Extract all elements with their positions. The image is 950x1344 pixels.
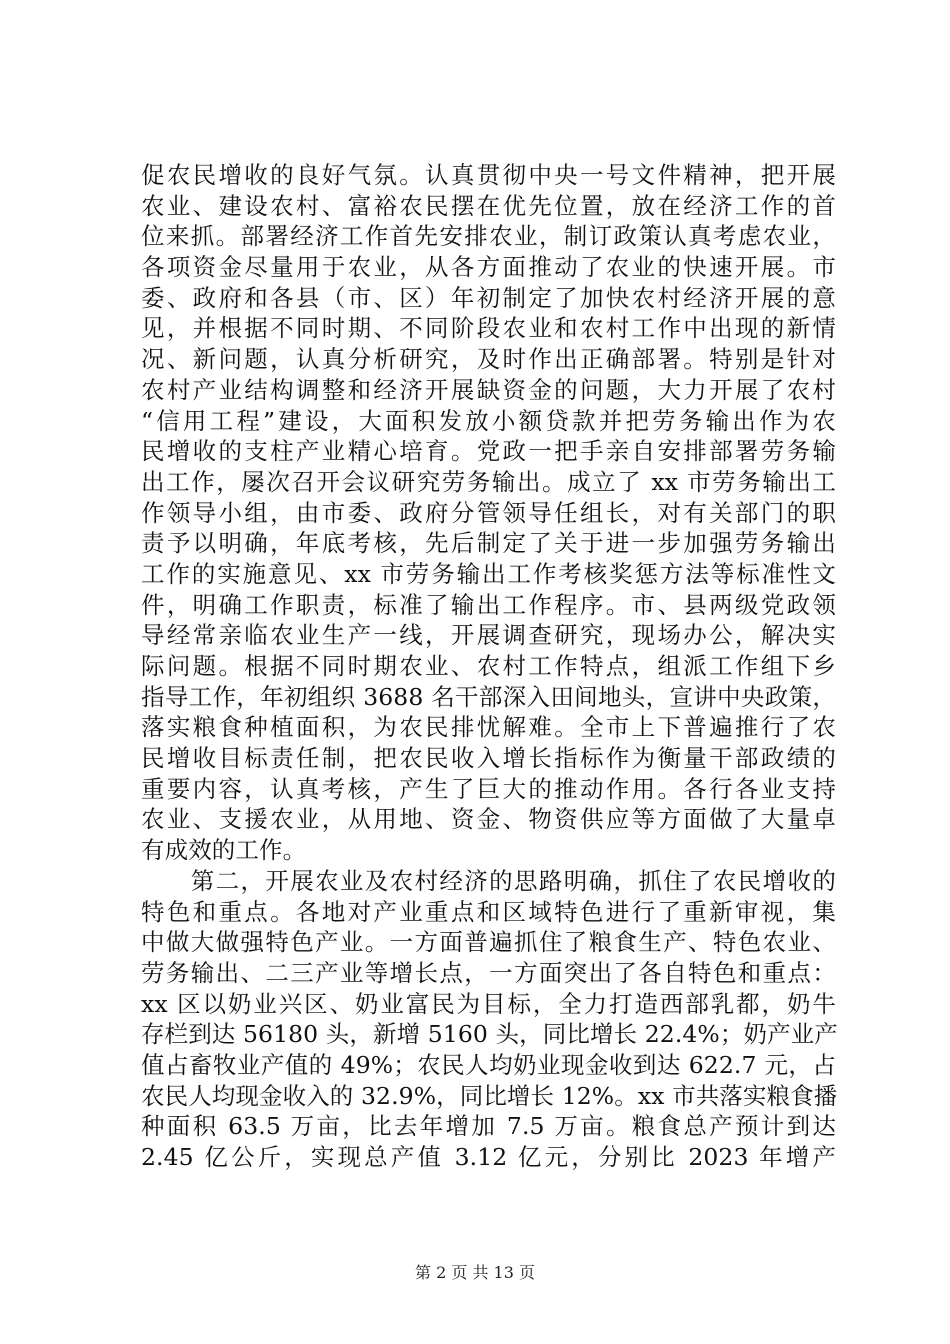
- text-line: 民增收目标责任制，把农民收入增长指标作为衡量干部政绩的: [141, 744, 836, 773]
- text-line: 农业、建设农村、富裕农民摆在优先位置，放在经济工作的首: [141, 191, 836, 220]
- text-line: 际问题。根据不同时期农业、农村工作特点，组派工作组下乡: [141, 652, 836, 680]
- text-line: 种面积 63.5 万亩，比去年增加 7.5 万亩。粮食总产预计到达: [141, 1112, 836, 1141]
- text-line: 促农民增收的良好气氛。认真贯彻中央一号文件精神，把开展: [141, 161, 836, 189]
- text-line: 指导工作，年初组织 3688 名干部深入田间地头，宣讲中央政策，: [141, 682, 836, 711]
- text-line: 出工作，屡次召开会议研究劳务输出。成立了 xx 市劳务输出工: [141, 467, 836, 496]
- text-line: 责予以明确，年底考核，先后制定了关于进一步加强劳务输出: [141, 529, 836, 558]
- text-line: 农民人均现金收入的 32.9%，同比增长 12%。xx 市共落实粮食播: [141, 1081, 838, 1110]
- text-line: “信用工程”建设，大面积发放小额贷款并把劳务输出作为农: [141, 406, 836, 435]
- text-line: 有成效的工作。: [141, 836, 307, 865]
- text-line: 各项资金尽量用于农业，从各方面推动了农业的快速开展。市: [141, 253, 836, 282]
- text-line: 作领导小组，由市委、政府分管领导任组长，对有关部门的职: [141, 498, 836, 527]
- text-line: 值占畜牧业产值的 49%；农民人均奶业现金收到达 622.7 元，占: [141, 1050, 836, 1079]
- text-line: 2.45 亿公斤，实现总产值 3.12 亿元，分别比 2023 年增产: [141, 1143, 836, 1171]
- text-line: 导经常亲临农业生产一线，开展调查研究，现场办公，解决实: [141, 621, 836, 650]
- body-text: [141, 160, 836, 1173]
- text-line: 委、政府和各县（市、区）年初制定了加快农村经济开展的意: [141, 283, 836, 312]
- page-number-footer: 第 2 页 共 13 页: [415, 1263, 535, 1282]
- text-line: 见，并根据不同时期、不同阶段农业和农村工作中出现的新情: [141, 314, 836, 343]
- text-line: 落实粮食种植面积，为农民排忧解难。全市上下普遍推行了农: [141, 713, 836, 742]
- text-line: 农业、支援农业，从用地、资金、物资供应等方面做了大量卓: [141, 805, 836, 834]
- text-line: xx 区以奶业兴区、奶业富民为目标，全力打造西部乳都，奶牛: [141, 989, 836, 1018]
- text-line: 农村产业结构调整和经济开展缺资金的问题，大力开展了农村: [141, 375, 836, 404]
- text-line: 况、新问题，认真分析研究，及时作出正确部署。特别是针对: [141, 345, 836, 374]
- text-line: 存栏到达 56180 头，新增 5160 头，同比增长 22.4%；奶产业产: [141, 1020, 838, 1049]
- text-line: 中做大做强特色产业。一方面普遍抓住了粮食生产、特色农业、: [141, 928, 836, 957]
- text-line: 特色和重点。各地对产业重点和区域特色进行了重新审视，集: [141, 897, 836, 926]
- text-line: 劳务输出、二三产业等增长点，一方面突出了各自特色和重点：: [141, 958, 836, 987]
- text-line: 第二，开展农业及农村经济的思路明确，抓住了农民增收的: [141, 866, 836, 895]
- text-line: 工作的实施意见、xx 市劳务输出工作考核奖惩方法等标准性文: [141, 559, 836, 588]
- text-line: 民增收的支柱产业精心培育。党政一把手亲自安排部署劳务输: [141, 437, 836, 466]
- text-line: 重要内容，认真考核，产生了巨大的推动作用。各行各业支持: [141, 774, 836, 803]
- text-line: 位来抓。部署经济工作首先安排农业，制订政策认真考虑农业，: [141, 222, 836, 251]
- text-line: 件，明确工作职责，标准了输出工作程序。市、县两级党政领: [141, 590, 836, 619]
